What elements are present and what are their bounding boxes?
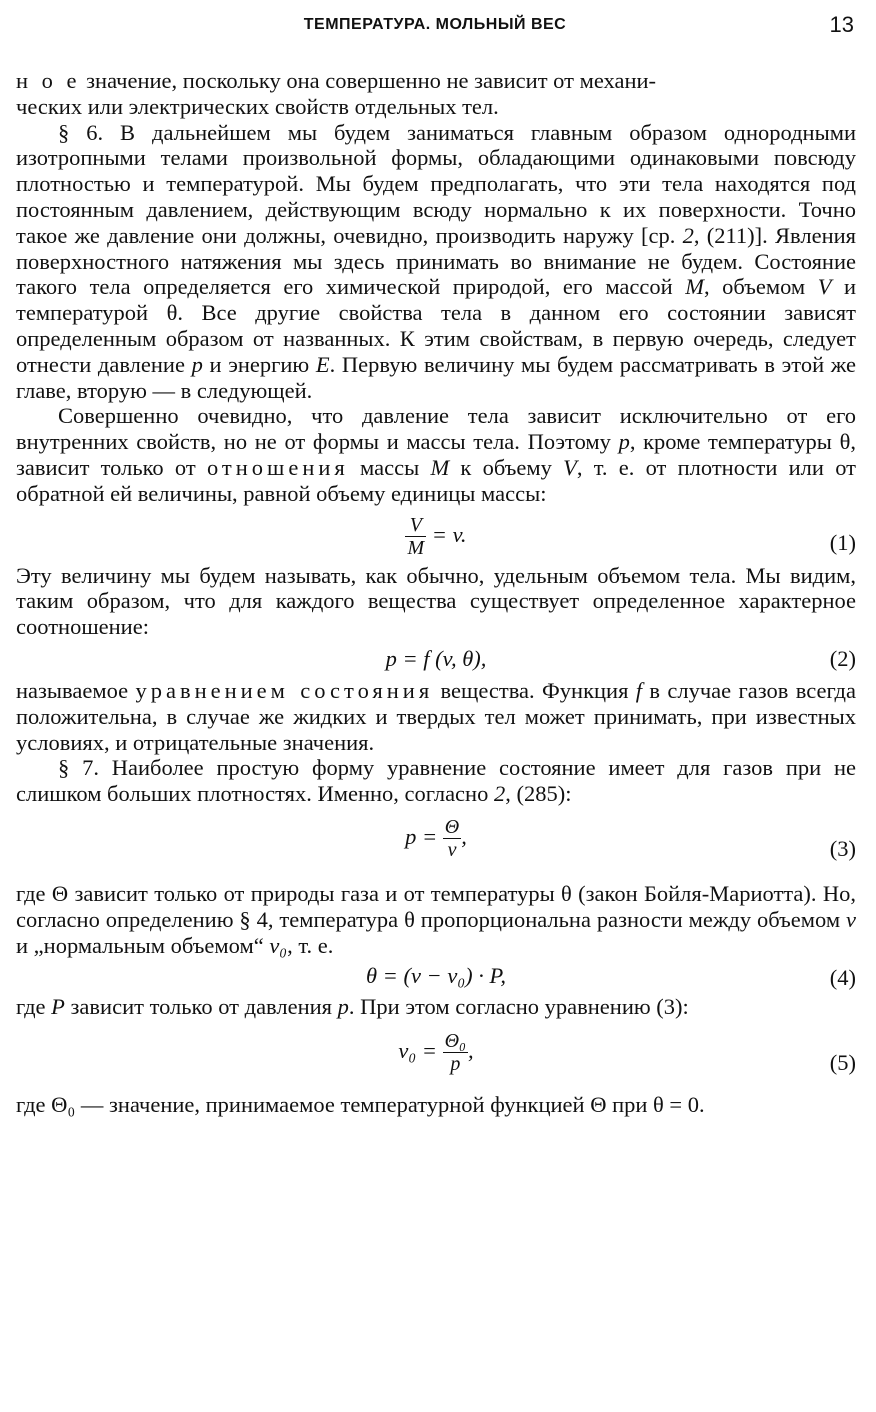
equation-5: v₀ = $\frac{\text{Θ₀}}{p}$ , (5) xyxy=(16,1020,856,1082)
equation-number: (3) xyxy=(829,835,856,861)
equation-4 xyxy=(16,958,856,994)
page-header xyxy=(16,12,854,42)
equation-expression: p = f (v, θ), xyxy=(385,645,487,671)
symbol-V: V xyxy=(563,454,577,480)
spaced-word: н о е xyxy=(16,68,81,93)
fraction: $\frac{V}{M}$ xyxy=(407,513,425,559)
symbol-M: M xyxy=(430,454,450,480)
paragraph-boyle-mariotte: где Θ зависит только от природы газа и от температуры θ (закон Бойля-Мариотта). Но, согласно определению § 4, температура θ пропорциональна разности между объемом v и „нормальным объемом“ v₀, т. е. xyxy=(16,880,856,958)
equation-expression: θ = (v − v₀) · P, xyxy=(365,963,507,989)
symbol-v: v xyxy=(846,906,856,932)
running-title: ТЕМПЕРАТУРА. МОЛЬНЫЙ ВЕС xyxy=(303,16,567,33)
equation-2 xyxy=(16,640,856,678)
paragraph-pressure: Совершенно очевидно, что давление тела зависит исключительно от его внутренних свойств, но не от формы и массы тела. Поэтому p, кроме температуры θ, зависит только от отношения массы M к объему V, т. е. от плотности или от обратной ей величины, равной объему единицы массы: xyxy=(16,403,856,506)
paragraph-1-text-2: ческих или электрических свойств отдельных тел. xyxy=(16,93,499,119)
spaced-word: отношения xyxy=(206,454,349,480)
equation-number: (5) xyxy=(829,1050,856,1076)
symbol-V: V xyxy=(817,274,832,300)
paragraph-temperature-function: где Θ₀ — значение, принимаемое температурной функцией Θ при θ = 0. xyxy=(16,1092,705,1118)
equation-lhs: v₀ = xyxy=(398,1038,437,1064)
fraction: $\frac{\Theta}{v}$ xyxy=(444,816,460,862)
paragraph-1-text: значение, поскольку она совершенно не зависит от механи- xyxy=(80,68,657,93)
equation-number: (1) xyxy=(829,529,856,555)
symbol-p: p xyxy=(337,994,349,1020)
page-body xyxy=(16,68,856,1118)
symbol-M: M xyxy=(685,274,704,300)
symbol-p: p xyxy=(618,429,630,455)
equation-number: (4) xyxy=(829,965,856,991)
paragraph-equation-of-state: называемое уравнением состояния вещества. Функция f в случае газов всегда положительна, в случае же жидких и твердых тел может принимать, при известных условиях, и отрицательные значения. xyxy=(16,677,856,755)
paragraph-1 xyxy=(16,68,856,120)
equation-number: (2) xyxy=(829,645,856,671)
symbol-P: P xyxy=(51,994,65,1020)
equation-lhs: p = xyxy=(405,823,438,849)
paragraph-specific-volume: Эту величину мы будем называть, как обычно, удельным объемом тела. Мы видим, таким образом, что для каждого вещества существует определенное характерное соотношение: xyxy=(16,562,856,640)
paragraph-pressure-dependence: где P зависит только от давления p. При этом согласно уравнению (3): xyxy=(16,994,689,1020)
paragraph-section-6: § 6. В дальнейшем мы будем заниматься главным образом однородными изотропными телами произвольной формы, обладающими одинаковыми повсюду плотностью и температурой. Мы будем предполагать, что эти тела находятся под постоянным давлением, действующим всюду нормально к их поверхности. Точно такое же давление они должны, очевидно, производить наружу [ср. 2, (211)]. Явления поверхностного натяжения мы здесь принимать во внимание не будем. Состояние такого тела определяется его химической природой, его массой M, объемом V и температурой θ. Все другие свойства тела в данном его состоянии зависят определенным образом от названных. К этим свойствам, в первую очередь, следует отнести давление p и энергию E. Первую величину мы будем рассматривать в этой же главе, вторую — в следующей. xyxy=(16,119,857,403)
ref-volume: 2 xyxy=(493,781,506,807)
equation-rhs: = v. xyxy=(431,521,467,547)
ref-volume: 2 xyxy=(682,222,694,248)
equation-3: p = $\frac{\Theta}{v}$ , (3) xyxy=(16,807,856,867)
symbol-E: E xyxy=(315,351,330,377)
equation-1 xyxy=(16,507,856,563)
symbol-v0: v₀ xyxy=(269,932,288,958)
spaced-word: уравнением состояния xyxy=(135,677,434,703)
paragraph-section-7: § 7. Наиболее простую форму уравнение состояние имеет для газов при не слишком больших плотностях. Именно, согласно 2, (285): xyxy=(16,755,856,807)
symbol-f: f xyxy=(635,677,643,703)
page-number: 13 xyxy=(829,12,854,37)
symbol-p: p xyxy=(191,351,203,377)
fraction: $\frac{\text{Θ₀}}{p}$ xyxy=(444,1030,467,1076)
